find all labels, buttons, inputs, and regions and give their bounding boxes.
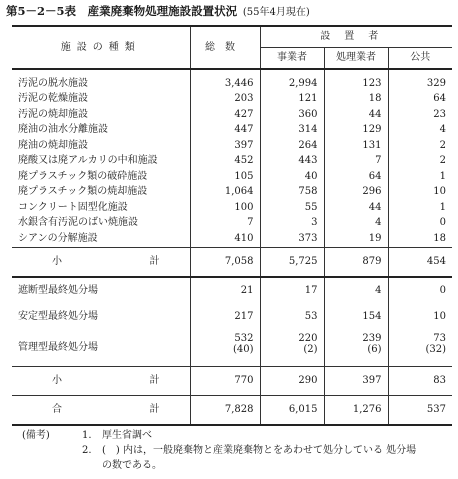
note-2: ( ) 内は，一般廃棄物と産業廃棄物とをあわせて処分している 処分場 (102, 445, 417, 456)
facility-name: 汚泥の焼却施設 (12, 107, 190, 123)
facility-processor: 7 (324, 154, 388, 170)
landfill-total: 217 (190, 304, 260, 330)
grand-total: 7,828 (190, 395, 260, 425)
facility-name: 廃プラスチック類の破砕施設 (12, 169, 190, 185)
value-paren: (2) (303, 343, 318, 355)
facility-business: 3 (260, 216, 324, 232)
landfill-processor: 4 (324, 277, 388, 304)
table-title-text: 産業廃棄物処理施設設置状況 (87, 4, 238, 18)
table-row (12, 138, 452, 154)
subtotal-total: 7,058 (190, 247, 260, 277)
header-processor: 処理業者 (324, 48, 388, 70)
grand-processor: 1,276 (324, 395, 388, 425)
header-setter: 設置者 (260, 26, 452, 48)
landfill-total (190, 330, 260, 367)
facility-public: 4 (439, 124, 446, 136)
facility-business: 264 (260, 138, 324, 154)
grand-total-row (12, 395, 452, 425)
landfill-processor: 154 (324, 304, 388, 330)
facility-total: 427 (190, 107, 260, 123)
landfill-row (12, 330, 452, 367)
subtotal-label-right: 計 (149, 374, 160, 386)
facility-business: 360 (260, 107, 324, 123)
facility-processor: 296 (324, 185, 388, 201)
header-facility: 施設の種類 (12, 26, 190, 69)
facility-business: 758 (260, 185, 324, 201)
facility-total: 203 (190, 92, 260, 108)
value-main: 532 (234, 332, 254, 344)
facility-total: 410 (190, 231, 260, 247)
subtotal-processor: 879 (324, 247, 388, 277)
table-row (12, 185, 452, 201)
facility-business: 55 (260, 200, 324, 216)
facility-total: 452 (190, 154, 260, 170)
subtotal-label-left: 小 (52, 374, 62, 386)
notes (22, 428, 416, 473)
table-row (12, 92, 452, 108)
facility-public: 0 (439, 217, 446, 229)
subtotal-business: 290 (260, 366, 324, 395)
facility-total: 397 (190, 138, 260, 154)
facility-total: 7 (190, 216, 260, 232)
note-1: 厚生省調べ (102, 430, 152, 441)
facility-name: コンクリート固型化施設 (12, 200, 190, 216)
facility-total: 447 (190, 123, 260, 139)
subtotal-total: 770 (190, 366, 260, 395)
landfill-business (260, 330, 324, 367)
facility-processor: 44 (324, 200, 388, 216)
value-paren: (6) (367, 343, 382, 355)
facility-processor: 19 (324, 231, 388, 247)
subtotal-processor: 397 (324, 366, 388, 395)
table-date: (55年4月現在) (242, 7, 310, 18)
table-row (12, 169, 452, 185)
facility-business: 2,994 (260, 69, 324, 92)
facility-name: 水銀含有汚泥のばい焼施設 (12, 216, 190, 232)
facility-processor: 18 (324, 92, 388, 108)
subtotal-business: 5,725 (260, 247, 324, 277)
table-row (12, 200, 452, 216)
landfill-business: 17 (260, 277, 324, 304)
landfill-name: 管理型最終処分場 (12, 330, 190, 367)
table-row (12, 154, 452, 170)
table-number: 第5－2－5表 (6, 4, 77, 18)
facility-name: 廃油の焼却施設 (12, 138, 190, 154)
table-title (6, 3, 310, 19)
table-row (12, 123, 452, 139)
note-index: 2. (82, 445, 92, 456)
facility-business: 314 (260, 123, 324, 139)
facility-processor: 4 (324, 216, 388, 232)
subtotal-row-1 (12, 247, 452, 277)
header-business: 事業者 (260, 48, 324, 70)
landfill-total: 21 (190, 277, 260, 304)
landfill-row (12, 277, 452, 304)
grand-public: 537 (426, 403, 446, 415)
header-public: 公共 (388, 48, 452, 70)
facility-public: 1 (439, 201, 446, 213)
note-index: 1. (82, 430, 92, 441)
note-2-cont: の数である。 (102, 460, 162, 471)
table-row (12, 231, 452, 247)
facility-public: 2 (439, 139, 446, 151)
facility-public: 1 (439, 170, 446, 182)
facility-business: 443 (260, 154, 324, 170)
facility-processor: 44 (324, 107, 388, 123)
facility-processor: 64 (324, 169, 388, 185)
facility-table (12, 25, 452, 426)
facility-total: 3,446 (190, 69, 260, 92)
facility-total: 100 (190, 200, 260, 216)
table-row (12, 216, 452, 232)
landfill-processor (324, 330, 388, 367)
notes-label: (備考) (22, 430, 50, 441)
facility-public: 10 (433, 186, 446, 198)
facility-business: 121 (260, 92, 324, 108)
table-row (12, 107, 452, 123)
landfill-public: 0 (439, 284, 446, 296)
facility-name: シアンの分解施設 (12, 231, 190, 247)
value-paren: (40) (232, 343, 254, 355)
facility-public: 64 (433, 93, 446, 105)
facility-business: 40 (260, 169, 324, 185)
value-paren: (32) (425, 343, 446, 355)
facility-name: 廃プラスチック類の焼却施設 (12, 185, 190, 201)
facility-name: 廃油の油水分離施設 (12, 123, 190, 139)
table-row (12, 69, 452, 92)
facility-public: 23 (433, 108, 446, 120)
subtotal-label-left: 小 (52, 255, 62, 267)
subtotal-label-right: 計 (149, 255, 160, 267)
facility-public: 329 (426, 77, 446, 89)
value-main: 220 (298, 332, 318, 344)
facility-total: 105 (190, 169, 260, 185)
facility-name: 廃酸又は廃アルカリの中和施設 (12, 154, 190, 170)
facility-business: 373 (260, 231, 324, 247)
landfill-public (388, 330, 452, 367)
subtotal-public: 454 (426, 255, 446, 267)
facility-processor: 123 (324, 69, 388, 92)
grand-label-right: 計 (149, 403, 160, 415)
header-total: 総数 (190, 26, 260, 69)
facility-public: 2 (439, 155, 446, 167)
facility-rows (12, 69, 452, 247)
landfill-row (12, 304, 452, 330)
landfill-public: 10 (433, 310, 446, 322)
subtotal-public: 83 (433, 374, 446, 386)
landfill-name: 遮断型最終処分場 (12, 277, 190, 304)
facility-processor: 129 (324, 123, 388, 139)
landfill-business: 53 (260, 304, 324, 330)
facility-public: 18 (433, 232, 446, 244)
facility-name: 汚泥の乾燥施設 (12, 92, 190, 108)
facility-total: 1,064 (190, 185, 260, 201)
subtotal-row-2 (12, 366, 452, 395)
facility-processor: 131 (324, 138, 388, 154)
facility-name: 汚泥の脱水施設 (12, 69, 190, 92)
value-main: 73 (433, 332, 446, 344)
value-main: 239 (362, 332, 382, 344)
landfill-name: 安定型最終処分場 (12, 304, 190, 330)
grand-label-left: 合 (52, 403, 62, 415)
grand-business: 6,015 (260, 395, 324, 425)
